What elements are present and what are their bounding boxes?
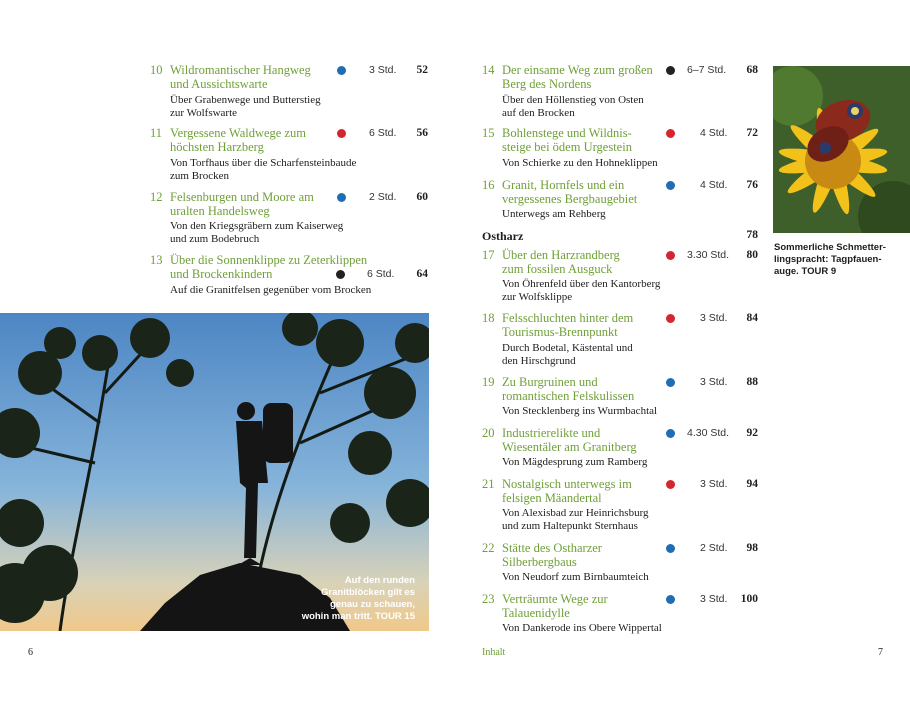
hiker-photo-caption: Auf den runden Granitblöcken gilt es genau zu schauen, wohin man tritt. TOUR 15: [301, 575, 415, 622]
entry-title: Über den Harzrandberg zum fossilen Ausguck: [502, 248, 620, 276]
difficulty-dot-black-icon: [666, 66, 675, 75]
entry-number: 10: [150, 63, 163, 77]
entry-subtitle: Von Schierke zu den Hohneklippen: [502, 157, 658, 169]
entry-page: 60: [416, 191, 428, 203]
entry-subtitle: Von Öhrenfeld über den Kantorberg zur Wolfsklippe: [502, 278, 661, 303]
difficulty-dot-blue-icon: [666, 595, 675, 604]
entry-number: 14: [482, 63, 495, 77]
entry-page: 100: [740, 593, 758, 605]
entry-number: 23: [482, 592, 495, 606]
right-page-number: 7: [878, 647, 883, 658]
left-page-number: 6: [28, 647, 33, 658]
entry-title: Nostalgisch unterwegs im felsigen Mäandertal: [502, 477, 632, 505]
entry-duration: 6–7 Std.: [687, 64, 727, 76]
difficulty-dot-blue-icon: [666, 544, 675, 553]
entry-number: 21: [482, 477, 495, 491]
entry-title: Granit, Hornfels und ein vergessenes Bergbaugebiet: [502, 178, 638, 206]
entry-title: Der einsame Weg zum großen Berg des Nordens: [502, 63, 653, 91]
entry-page: 84: [746, 312, 758, 324]
entry-subtitle: Durch Bodetal, Kästental und den Hirschgrund: [502, 342, 633, 367]
entry-number: 16: [482, 178, 495, 192]
entry-duration: 4 Std.: [700, 127, 728, 139]
difficulty-dot-black-icon: [336, 270, 345, 279]
difficulty-dot-red-icon: [337, 129, 346, 138]
entry-title: Stätte des Ostharzer Silberbergbaus: [502, 541, 602, 569]
entry-duration: 2 Std.: [369, 191, 397, 203]
entry-page: 64: [416, 268, 428, 280]
entry-subtitle: Von Neudorf zum Birnbaumteich: [502, 571, 649, 583]
entry-title: Verträumte Wege zur Talauenidylle: [502, 592, 608, 620]
entry-title: Felsenburgen und Moore am uralten Handelsweg: [170, 190, 314, 218]
entry-title: Vergessene Waldwege zum höchsten Harzberg: [170, 126, 306, 154]
butterfly-photo-caption: Sommerliche Schmetter- lingspracht: Tagpfauen- auge. TOUR 9: [774, 242, 886, 277]
entry-subtitle: Über Grabenwege und Butterstieg zur Wolfswarte: [170, 94, 321, 119]
section-page: 78: [746, 229, 758, 241]
difficulty-dot-red-icon: [666, 129, 675, 138]
difficulty-dot-blue-icon: [666, 378, 675, 387]
entry-number: 12: [150, 190, 163, 204]
entry-duration: 4.30 Std.: [687, 427, 730, 439]
entry-title: Wildromantischer Hangweg und Aussichtswarte: [170, 63, 311, 91]
difficulty-dot-red-icon: [666, 480, 675, 489]
entry-duration: 2 Std.: [700, 542, 728, 554]
entry-duration: 6 Std.: [369, 127, 397, 139]
entry-page: 76: [746, 179, 758, 191]
entry-number: 15: [482, 126, 495, 140]
entry-title: Felsschluchten hinter dem Tourismus-Brennpunkt: [502, 311, 634, 339]
entry-number: 17: [482, 248, 495, 262]
entry-subtitle: Von Stecklenberg ins Wurmbachtal: [502, 405, 658, 417]
entry-page: 80: [746, 249, 758, 261]
difficulty-dot-red-icon: [666, 314, 675, 323]
entry-page: 98: [746, 542, 758, 554]
entry-page: 88: [746, 376, 758, 388]
entry-duration: 6 Std.: [367, 268, 395, 280]
entry-duration: 3.30 Std.: [687, 249, 730, 261]
entry-subtitle: Auf die Granitfelsen gegenüber vom Brocken: [170, 284, 372, 296]
entry-duration: 3 Std.: [700, 478, 728, 490]
butterfly-photo: [773, 66, 910, 233]
entry-duration: 3 Std.: [700, 593, 728, 605]
section-name: Ostharz: [482, 229, 524, 243]
entry-title: Zu Burgruinen und romantischen Felskulissen: [502, 375, 635, 403]
entry-page: 68: [746, 64, 758, 76]
difficulty-dot-blue-icon: [337, 66, 346, 75]
entry-number: 18: [482, 311, 495, 325]
entry-number: 19: [482, 375, 495, 389]
entry-number: 11: [150, 126, 163, 140]
entry-page: 72: [746, 127, 758, 139]
difficulty-dot-blue-icon: [337, 193, 346, 202]
hiker-photo: [0, 313, 429, 631]
entry-subtitle: Von Alexisbad zur Heinrichsburg und zum Haltepunkt Sternhaus: [502, 507, 649, 532]
entry-subtitle: Von Torfhaus über die Scharfensteinbaude zum Brocken: [170, 157, 357, 182]
footer-section-label: Inhalt: [482, 647, 506, 658]
section-heading: [482, 229, 758, 244]
entry-subtitle: Von den Kriegsgräbern zum Kaiserweg und zum Bodebruch: [170, 220, 344, 245]
difficulty-dot-red-icon: [666, 251, 675, 260]
entry-page: 52: [416, 64, 428, 76]
entry-duration: 3 Std.: [700, 376, 728, 388]
entry-duration: 4 Std.: [700, 179, 728, 191]
entry-subtitle: Unterwegs am Rehberg: [502, 208, 606, 220]
entry-title: Industrierelikte und Wiesentäler am Granitberg: [502, 426, 637, 454]
entry-title: Bohlenstege und Wildnis- steige bei ödem Urgestein: [502, 126, 632, 154]
entry-page: 56: [416, 127, 428, 139]
entry-title: Über die Sonnenklippe zu Zeterklippen und Brockenkindern: [170, 253, 368, 281]
difficulty-dot-blue-icon: [666, 429, 675, 438]
entry-subtitle: Von Dankerode ins Obere Wippertal: [502, 622, 662, 634]
entry-duration: 3 Std.: [369, 64, 397, 76]
entry-number: 13: [150, 253, 163, 267]
entry-page: 94: [746, 478, 758, 490]
entry-number: 22: [482, 541, 495, 555]
entry-subtitle: Über den Höllenstieg von Osten auf den Brocken: [502, 94, 644, 119]
entry-page: 92: [746, 427, 758, 439]
difficulty-dot-blue-icon: [666, 181, 675, 190]
entry-number: 20: [482, 426, 495, 440]
entry-duration: 3 Std.: [700, 312, 728, 324]
entry-subtitle: Von Mägdesprung zum Ramberg: [502, 456, 648, 468]
